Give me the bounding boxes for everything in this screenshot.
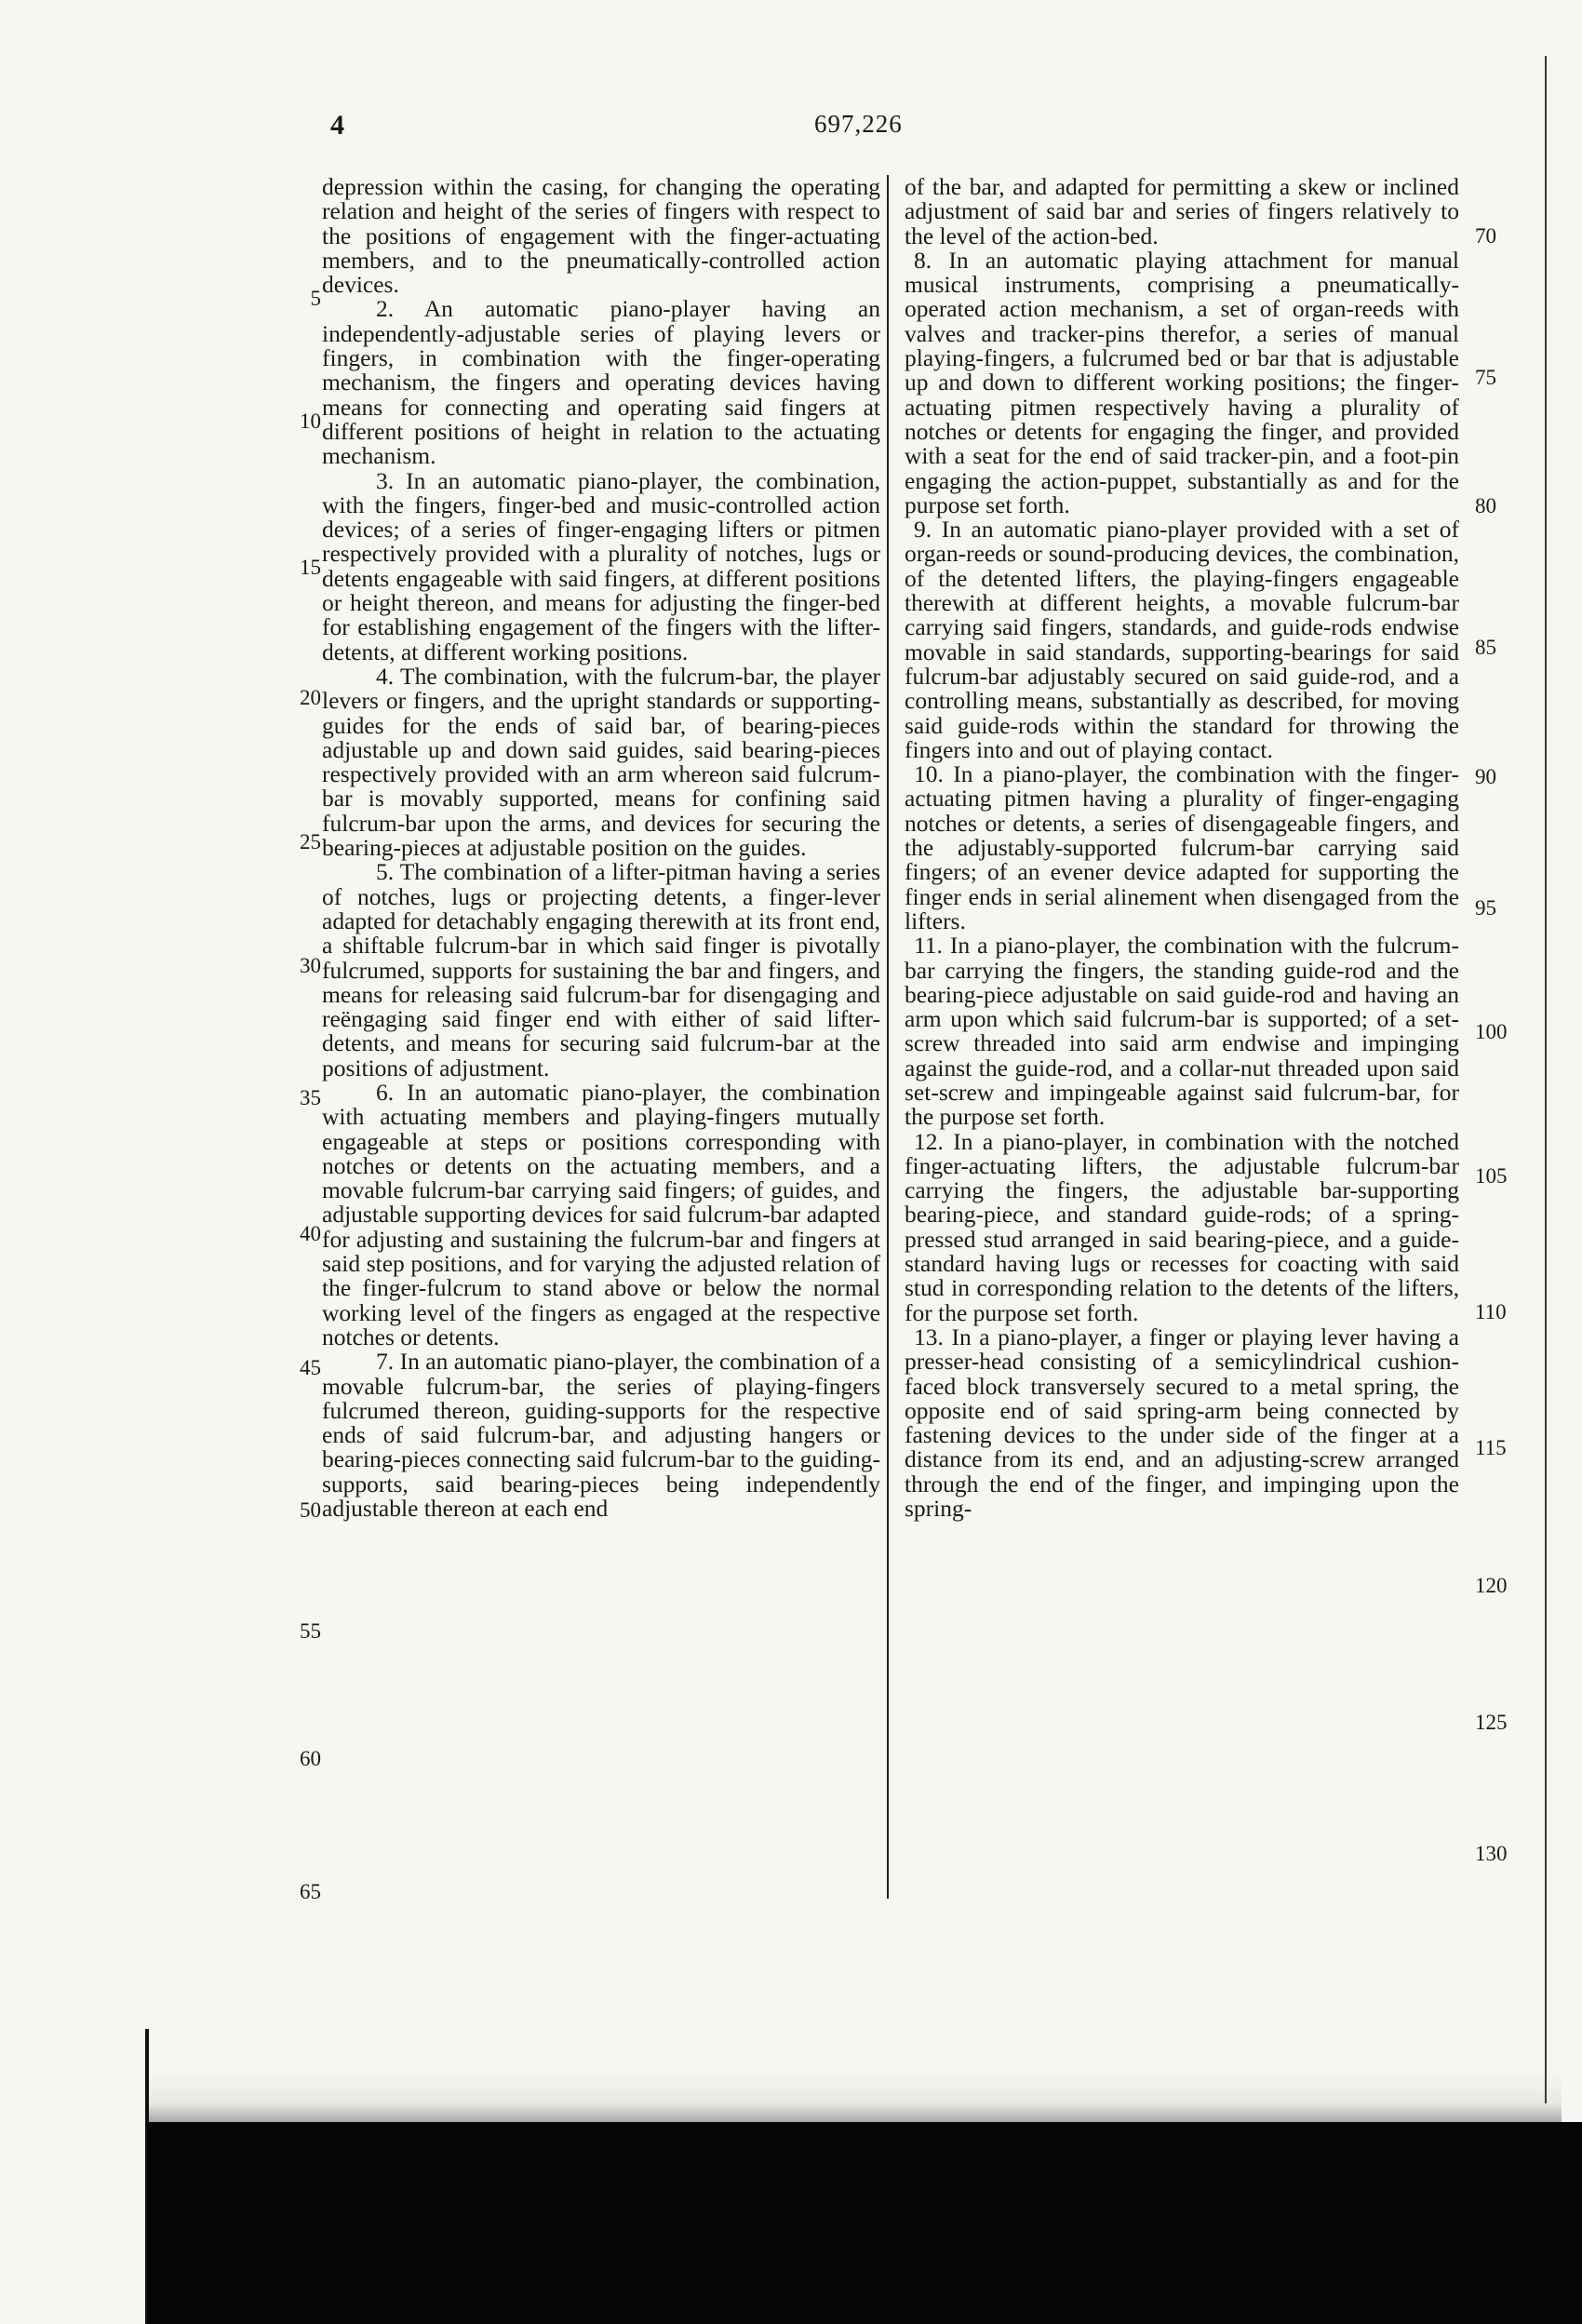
line-number: 90 (1475, 765, 1496, 788)
page-number: 4 (330, 110, 345, 141)
claim-13: 13. In a piano-player, a finger or playing lever having a presser-head consisting of a semicylindrical cushion-faced block transversely secured to a metal spring, the opposite end of said spring-arm being connected by fastening devices to the under side of the finger at a distance from its end, and an adjusting-screw arranged through the end of the finger, and impinging upon the spring- (905, 1323, 1459, 1523)
line-number: 110 (1475, 1300, 1507, 1323)
line-number: 125 (1475, 1711, 1508, 1734)
claim-11: 11. In a piano-player, the combination with the fulcrum-bar carrying the fingers, the standing guide-rod and the bearing-piece adjustable on said guide-rod and having an arm upon which said fulcrum-bar is supported; of a set-screw threaded into said arm endwise and impinging against the guide-rod, and a collar-nut threaded upon said set-screw and impingeable against said fulcrum-bar, for the purpose set forth. (905, 932, 1459, 1131)
line-number: 20 (300, 686, 321, 709)
right-column (905, 175, 1459, 1899)
line-number: 80 (1475, 494, 1496, 517)
claim-5: 5. The combination of a lifter-pitman having a series of notches, lugs or projecting detents, a finger-lever adapted for detachably engaging therewith at its front end, a shiftable fulcrum-bar in which said finger is pivotally fulcrumed, supports for sustaining the bar and fingers, and means for releasing said fulcrum-bar for disengaging and reëngaging said finger end with either of said lifter-detents, and means for securing said fulcrum-bar at the positions of adjustment. (322, 858, 880, 1081)
line-number: 85 (1475, 636, 1496, 659)
claim-6: 6. In an automatic piano-player, the combination with actuating members and playing-fingers mutually engageable at steps or positions corresponding with notches or detents on the actuating members, and a movable fulcrum-bar carrying said fingers; of guides, and adjustable supporting devices for said fulcrum-bar adapted for adjusting and sustaining the fulcrum-bar and fingers at said step positions, and for varying the adjusted relation of the finger-fulcrum to stand above or below the normal working level of the fingers as engaged at the respective notches or detents. (322, 1078, 880, 1350)
line-number: 75 (1475, 366, 1496, 389)
line-number: 10 (300, 410, 321, 433)
line-number: 5 (310, 287, 321, 310)
left-line-numbers (0, 0, 321, 1903)
claim-4: 4. The combination, with the fulcrum-bar, the player levers or fingers, and the upright standards or supporting-guides for the ends of said bar, of bearing-pieces adjustable up and down said guides, said bearing-pieces respectively provided with an arm whereon said fulcrum-bar is movably supported, means for confining said fulcrum-bar upon the arms, and devices for securing the bearing-pieces at adjustable position on the guides. (322, 662, 880, 862)
line-number: 35 (300, 1086, 321, 1109)
line-number: 70 (1475, 224, 1496, 248)
line-number: 105 (1475, 1164, 1508, 1188)
line-number: 95 (1475, 896, 1496, 920)
left-column (322, 175, 880, 1899)
claim-7-continuation: of the bar, and adapted for permitting a skew or inclined adjustment of said bar and series of fingers relatively to the level of the action-bed. (905, 175, 1459, 249)
right-line-numbers (1475, 0, 1540, 1899)
line-number: 40 (300, 1222, 321, 1245)
line-number: 60 (300, 1747, 321, 1770)
line-number: 15 (300, 556, 321, 579)
line-number: 130 (1475, 1842, 1508, 1865)
line-number: 25 (300, 830, 321, 853)
patent-number: 697,226 (814, 110, 903, 138)
claim-10: 10. In a piano-player, the combination with the finger-actuating pitmen having a plurality of finger-engaging notches or detents, a series of disengageable fingers, and the adjustably-supported fulcrum-bar carrying said fingers; of an evener device adapted for supporting the finger ends in serial alinement when disengaged from the lifters. (905, 760, 1459, 934)
claim-continuation: depression within the casing, for changing the operating relation and height of the series of fingers with respect to the positions of engagement with the finger-actuating members, and to the pneumatically-controlled action devices. (322, 175, 880, 299)
line-number: 65 (300, 1880, 321, 1903)
claim-12: 12. In a piano-player, in combination with the notched finger-actuating lifters, the adjustable fulcrum-bar carrying the fingers, the adjustable bar-supporting bearing-piece, and standard guide-rods; of a spring-pressed stud arranged in said bearing-piece, and a guide-standard having lugs or recesses for coacting with said stud in corresponding relation to the detents of the lifters, for the purpose set forth. (905, 1127, 1459, 1326)
line-number: 120 (1475, 1574, 1508, 1597)
line-number: 30 (300, 954, 321, 977)
claim-2: 2. An automatic piano-player having an independently-adjustable series of playing levers or fingers, in combination with the finger-operating mechanism, the fingers and operating devices having means for connecting and operating said fingers at different positions of height in relation to the actuating mechanism. (322, 295, 880, 470)
line-number: 45 (300, 1356, 321, 1379)
column-divider (887, 175, 889, 1899)
scan-bottom-band (147, 2122, 1582, 2324)
line-number: 55 (300, 1619, 321, 1643)
scan-edge-line (1545, 56, 1547, 2103)
claim-9: 9. In an automatic piano-player provided with a set of organ-reeds or sound-producing devices, the combination, of the detented lifters, the playing-fingers engageable therewith at different heights, a movable fulcrum-bar carrying said fingers, standards, and guide-rods endwise movable in said standards, supporting-bearings for said fulcrum-bar adjustably secured on said guide-rod, and a controlling means, substantially as described, for moving said guide-rods within the standard for throwing the fingers into and out of playing contact. (905, 516, 1459, 763)
line-number: 115 (1475, 1436, 1507, 1459)
line-number: 50 (300, 1498, 321, 1522)
line-number: 100 (1475, 1020, 1508, 1043)
claim-3: 3. In an automatic piano-player, the combination, with the fingers, finger-bed and music-controlled action devices; of a series of finger-engaging lifters or pitmen respectively provided with a plurality of notches, lugs or detents engageable with said fingers, at different positions or height thereon, and means for adjusting the finger-bed for establishing engagement of the fingers with the lifter-detents, at different working positions. (322, 466, 880, 665)
scan-shadow (147, 2071, 1562, 2125)
claim-8: 8. In an automatic playing attachment for manual musical instruments, comprising a pneumatically-operated action mechanism, a set of organ-reeds with valves and tracker-pins therefor, a series of manual playing-fingers, a fulcrumed bed or bar that is adjustable up and down to different working positions; the finger-actuating pitmen respectively having a plurality of notches or detents for engaging the finger, and provided with a seat for the end of said tracker-pin, and a foot-pin engaging the action-puppet, substantially as and for the purpose set forth. (905, 246, 1459, 518)
claim-7: 7. In an automatic piano-player, the combination of a movable fulcrum-bar, the series of playing-fingers fulcrumed thereon, guiding-supports for the respective ends of said fulcrum-bar, and adjusting hangers or bearing-pieces connecting said fulcrum-bar to the guiding-supports, said bearing-pieces being independently adjustable thereon at each end (322, 1348, 880, 1523)
